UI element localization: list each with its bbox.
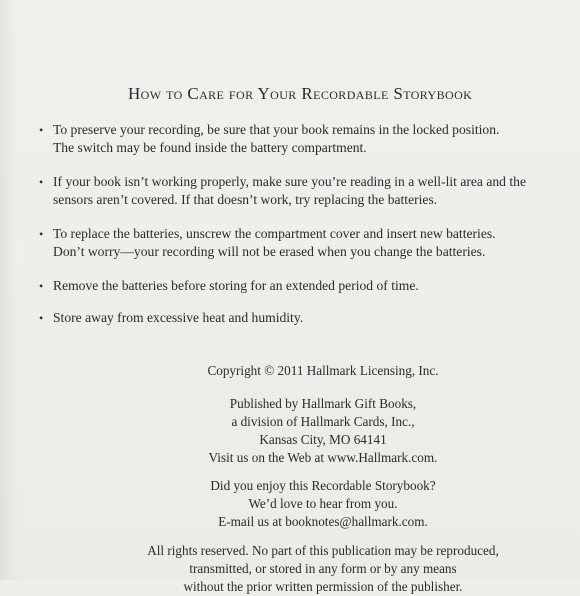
list-item (38, 121, 558, 157)
copyright-notice: Copyright © 2011 Hallmark Licensing, Inc. (207, 363, 439, 378)
bullet-marker: • (39, 175, 44, 189)
bullet-marker: • (39, 311, 44, 325)
instruction-text: To preserve your recording, be sure that your book remains in the locked position. The switch may be found inside the battery compartment. (53, 122, 500, 155)
list-item (38, 173, 558, 209)
instruction-text: Remove the batteries before storing for an extended period of time. (53, 278, 419, 293)
instruction-text: To replace the batteries, unscrew the compartment cover and insert new batteries. Don’t worry—your recording will not be erased when you change the batteries. (53, 226, 496, 259)
feedback-request: Did you enjoy this Recordable Storybook? We’d love to hear from you. E-mail us at booknotes@hallmark.com. (210, 478, 436, 529)
list-item (38, 277, 558, 295)
bullet-marker: • (39, 227, 44, 241)
page-edge-shadow (0, 0, 18, 580)
list-item (38, 225, 558, 261)
rights-notice: All rights reserved. No part of this publication may be reproduced, transmitted, or stored in any form or by any means without the prior written permission of the publisher. (147, 543, 499, 594)
bullet-marker: • (39, 123, 44, 137)
list-item (38, 309, 558, 327)
page-title: How to Care for Your Recordable Storybook (128, 84, 473, 103)
instruction-text: Store away from excessive heat and humidity. (53, 310, 304, 325)
bullet-marker: • (39, 279, 44, 293)
publisher-info: Published by Hallmark Gift Books, a division of Hallmark Cards, Inc., Kansas City, MO 64141 Visit us on the Web at www.Hallmark.com. (208, 396, 438, 465)
care-instructions-list (38, 121, 558, 341)
instruction-text: If your book isn’t working properly, make sure you’re reading in a well-lit area and the sensors aren’t covered. If that doesn’t work, try replacing the batteries. (53, 174, 526, 207)
